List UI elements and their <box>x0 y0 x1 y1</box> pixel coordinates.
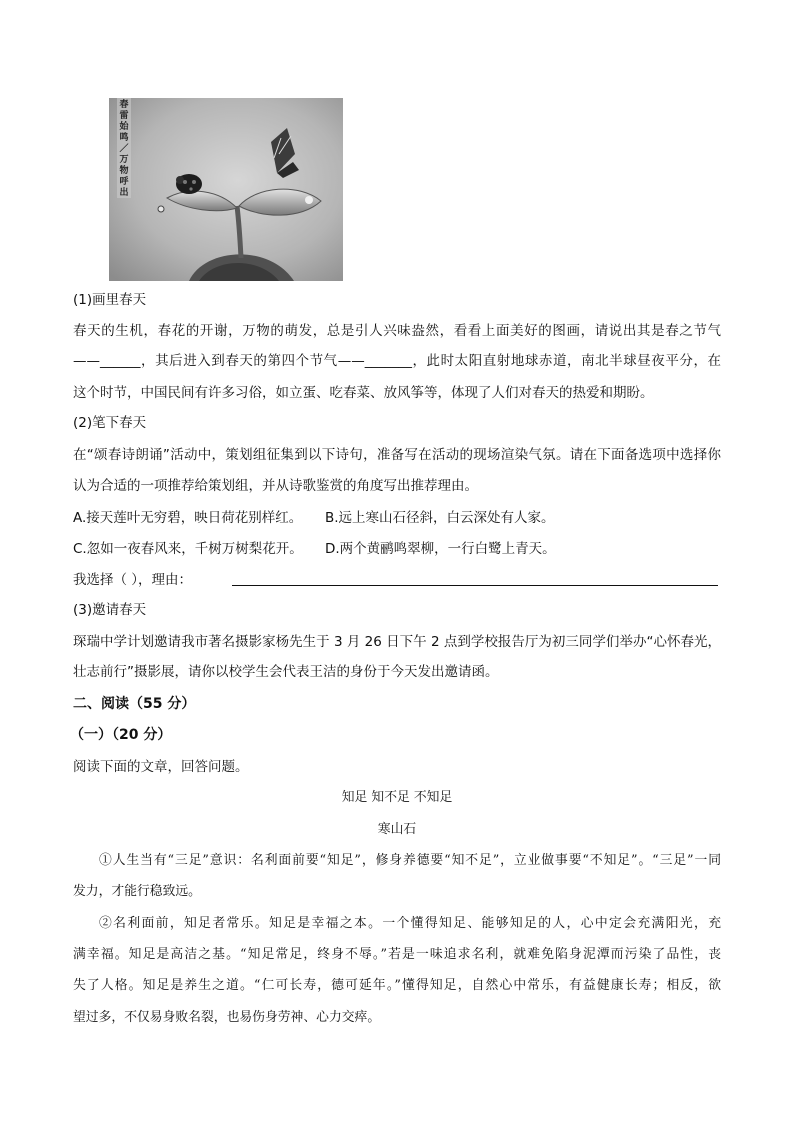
section2-line-1: 在“颂春诗朗诵”活动中，策划组征集到以下诗句，准备写在活动的现场渲染气氛。请在下面备选项中选择你 <box>73 447 721 463</box>
part2-title: 二、阅读（55 分） <box>73 696 196 712</box>
section1-line-3: 这个时节，中国民间有许多习俗，如立蛋、吃春菜、放风筝等，体现了人们对春天的热爱和期盼。 <box>73 385 654 401</box>
section1-title: (1)画里春天 <box>73 292 147 308</box>
section2-title: (2)笔下春天 <box>73 415 147 431</box>
section1-line-1: 春天的生机，春花的开谢，万物的萌发，总是引人兴味盎然，看看上面美好的图画，请说出其是春之节气 <box>73 323 721 339</box>
section3-line-2: 壮志前行”摄影展，请你以校学生会代表王洁的身份于今天发出邀请函。 <box>73 664 499 680</box>
option-a: A.接天莲叶无穷碧，映日荷花别样红。 <box>73 510 303 526</box>
para2-line-4: 望过多，不仅易身败名裂，也易伤身劳神、心力交瘁。 <box>73 1010 381 1025</box>
article-title: 知足 知不足 不知足 <box>341 790 453 805</box>
choice-prompt: 我选择（ ），理由： <box>73 572 193 588</box>
para2-line-3: 失了人格。知足是养生之道。“仁可长寿，德可延年。”懂得知足，自然心中常乐，有益健康长寿；相反，欲 <box>73 978 721 993</box>
section3-line-1: 琛瑞中学计划邀请我市著名摄影家杨先生于 3 月 26 日下午 2 点到学校报告厅为初三同学们举办“心怀春光， <box>73 634 721 650</box>
section3-title: (3)邀请春天 <box>73 602 147 618</box>
option-c: C.忽如一夜春风来，千树万树梨花开。 <box>73 541 303 557</box>
image-caption: 春雷始鸣／万物呼出 <box>119 100 129 198</box>
answer-line[interactable] <box>232 585 718 586</box>
option-b: B.远上寒山石径斜，白云深处有人家。 <box>325 510 555 526</box>
part2-subtitle: （一）（20 分） <box>70 727 172 743</box>
article-author: 寒山石 <box>377 822 417 837</box>
para1-line-2: 发力，才能行稳致远。 <box>73 884 201 899</box>
part2-instruction: 阅读下面的文章，回答问题。 <box>73 759 249 775</box>
para1-line-1: ①人生当有“三足”意识：名利面前要“知足”，修身养德要“知不足”，立业做事要“不知足”。“三足”一同 <box>99 853 721 868</box>
para2-line-1: ②名利面前，知足者常乐。知足是幸福之本。一个懂得知足、能够知足的人，心中定会充满阳光，充 <box>99 916 721 931</box>
spring-photo <box>109 98 343 281</box>
option-d: D.两个黄鹂鸣翠柳，一行白鹭上青天。 <box>325 541 556 557</box>
section1-line-2: ——______，其后进入到春天的第四个节气——_______，此时太阳直射地球赤道，南北半球昼夜平分，在 <box>73 353 721 369</box>
section2-line-2: 认为合适的一项推荐给策划组，并从诗歌鉴赏的角度写出推荐理由。 <box>73 478 478 494</box>
para2-line-2: 满幸福。知足是高洁之基。“知足常足，终身不辱。”若是一味追求名利，就难免陷身泥潭而污染了品性，丧 <box>73 947 721 962</box>
